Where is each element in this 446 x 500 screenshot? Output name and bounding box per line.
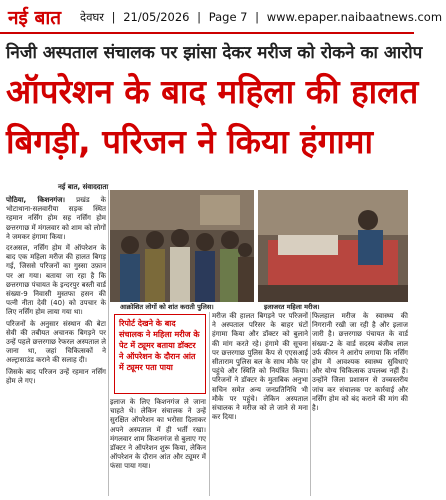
separator: | <box>255 10 260 24</box>
newspaper-header <box>0 0 443 34</box>
headline-line-1: ऑपरेशन के बाद महिला की हालत <box>6 72 419 111</box>
headline-line-2: बिगड़ी, परिजन ने किया हंगामा <box>6 122 374 161</box>
photo-patient-bed-image <box>258 190 408 302</box>
column-divider <box>310 312 311 496</box>
dateline: पोठिया, किशनगंज। <box>6 196 66 204</box>
photo-crowd-police <box>110 190 254 302</box>
article-column-middle-2 <box>212 312 308 496</box>
photo-patient-bed <box>258 190 408 302</box>
byline: नई बात, संवाददाता <box>58 183 109 191</box>
article-column-left <box>6 196 106 496</box>
paragraph: परिजनों के अनुसार संस्थान की बेटा सेवी की तबीयत अचानक बिगड़ने पर उन्हें पहले छत्तरगाछ रेफरल अस्पताल ले जाना था, जहां चिकित्सकों ने अल्ट्रासाउंड कराने की सलाह दी। <box>6 319 106 365</box>
photo-caption-right: इलाजरत महिला मरीज। <box>264 303 320 311</box>
edition-date: 21/05/2026 <box>123 10 190 24</box>
svg-text:नई बात: नई बात <box>8 7 62 29</box>
separator: | <box>111 10 116 24</box>
website-link[interactable]: www.epaper.naibaatnews.com <box>266 10 443 24</box>
newspaper-logo <box>6 3 72 30</box>
column-divider <box>108 190 109 496</box>
paragraph: फिलहाल मरीज के स्वास्थ्य की निगरानी रखी जा रही है और इलाज जारी है। छत्तरगाछ पंचायत के वार्ड संख्या-2 के वार्ड सदस्य बंजीब लाल उर्फ कीरन ने आरोप लगाया कि नर्सिंग होम में आवश्यक स्वास्थ्य सुविधाएं और योग्य चिकित्सक उपलब्ध नहीं हैं। उन्होंने जिला प्रशासन से उच्चस्तरीय जांच कर संचालक पर कार्रवाई और नर्सिंग होम को बंद कराने की मांग की है। <box>312 312 408 413</box>
masthead-info <box>80 10 446 25</box>
paragraph: दरअसल, नर्सिंग होम में ऑपरेशन के बाद एक महिला मरीज की हालत बिगड़ गई, जिससे परिजनों का गुस्सा उफ़ान पर आ गया। बताया जा रहा है कि छत्तरगाछ पंचायत के इन्दरपुर बस्ती वार्ड संख्या-9 निवासी मुस्तफा हसन की पत्नी नीता देवी (40) को उपचार के लिए नर्सिंग होम लाया गया था। <box>6 244 106 317</box>
paragraph: प्रखंड के भोटाथाना-सलवारीया सड़क स्थित रहमान नर्सिंग होम सह नर्सिंग होम छत्तरगाछ में मंगलवार को शाम को लोगों ने जमकर हंगामा किया। <box>6 196 106 241</box>
page-number: Page 7 <box>208 10 248 24</box>
pull-quote-box <box>114 314 206 394</box>
paragraph: जिसके बाद परिजन उन्हें रहमान नर्सिंग होम ले गए। <box>6 367 106 385</box>
pull-quote: रिपोर्ट देखने के बाद संचालक ने महिला मरीज के पेट में ट्यूमर बताया डॉक्टर ने ऑपरेशन के दौरान आंत में ट्यूमर पता पाया <box>119 319 200 372</box>
photo-crowd-police-image <box>110 190 254 302</box>
paragraph: मरीज की हालत बिगड़ने पर परिजनों ने अस्पताल परिसर के बाहर घंटों हंगामा किया और डॉक्टर को बुलाने की मांग करते रहे। हंगामे की सूचना पर छत्तरगाछ पुलिस कैंप से एएसआई सीताराम पुलिस बल के साथ मौके पर पहुंचे और स्थिति को नियंत्रित किया। परिजनों ने डॉक्टर के मुताबिक अनुभा सचिन समेत अन्य जनप्रतिनिधि भी मौके पर पहुंचे। लेकिन अस्पताल संचालक ने मरीज को ले जाने से मना कर दिया। <box>212 312 308 422</box>
edition-location: देवघर <box>80 10 105 24</box>
article-column-middle-1 <box>110 398 206 496</box>
column-divider <box>209 312 210 496</box>
article-kicker: निजी अस्पताल संचालक पर झांसा देकर मरीज को रोकने का आरोप <box>6 43 423 63</box>
separator: | <box>197 10 202 24</box>
paragraph: इलाज के लिए किशनगंज ले जाना चाहते थे। लेकिन संचालक ने उन्हें सुरक्षित ऑपरेशन का भरोसा दिलाकर अपने अस्पताल में ही भर्ती रखा। मंगलवार शाम किशनगंज से बुलाए गए डॉक्टर ने ऑपरेशन शुरू किया, लेकिन ऑपरेशन के दौरान आंत और ट्यूमर में फंसा पाया गया। <box>110 398 206 471</box>
article-column-right <box>312 312 408 496</box>
photo-caption-left: आक्रोशित लोगों को शांत कराती पुलिस। <box>120 303 214 311</box>
